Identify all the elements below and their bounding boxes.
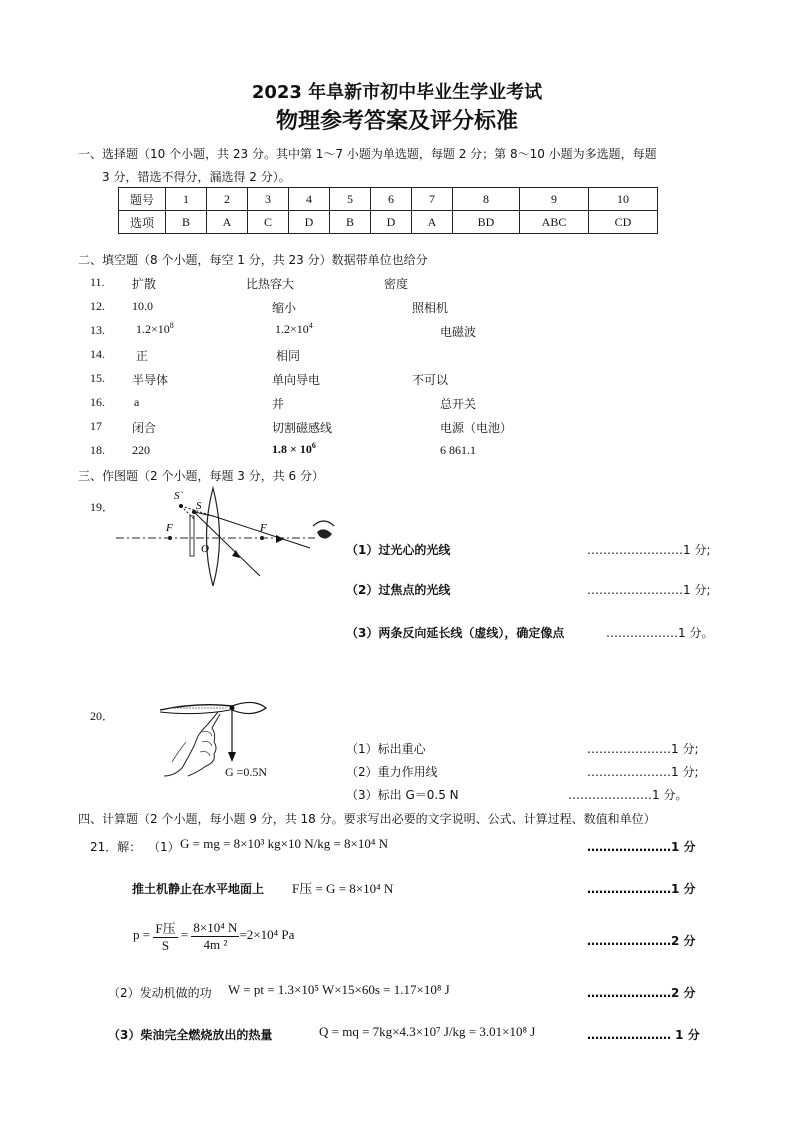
fill-answer: 总开关 (440, 397, 477, 411)
fill-answer: 密度 (384, 277, 409, 291)
q21-score: …………………2 分 (587, 934, 696, 948)
q21-score: …………………2 分 (587, 986, 696, 1000)
table-cell: 5 (330, 188, 371, 211)
table-cell: D (371, 211, 412, 234)
lens-ray-diagram (110, 486, 350, 586)
fill-num: 16. (90, 395, 105, 409)
fill-num: 13. (90, 323, 105, 337)
fill-answer: 半导体 (132, 373, 169, 387)
label-o: O (201, 543, 209, 555)
eye-icon (317, 529, 332, 538)
convex-lens (207, 488, 220, 586)
q19-score: ……………………1 分; (587, 583, 711, 597)
finger-lines (200, 732, 212, 757)
gravity-label: G =0.5N (225, 765, 268, 779)
label-f-left: F (166, 522, 173, 534)
section2-heading: 二、填空题（8 个小题，每空 1 分，共 23 分）数据带单位也给分 (78, 253, 428, 267)
fill-answer: 单向导电 (272, 373, 321, 387)
q21-part1-prefix: （1） (148, 840, 180, 854)
table-cell: A (207, 211, 248, 234)
q21-score: ………………… 1 分 (587, 1028, 700, 1042)
focal-point-right (260, 536, 264, 540)
fill-answer: 缩小 (272, 301, 297, 315)
fill-answer: $1.2\times 10^8$ (136, 321, 174, 336)
hand-outline (188, 714, 220, 776)
section1-heading: 一、选择题（10 个小题，共 23 分。其中第 1～7 小题为单选题，每题 2 分；第 8～10 小题为多选题，每题 (78, 147, 657, 161)
hand-outline (164, 712, 218, 776)
label-s-prime: S` (174, 490, 184, 502)
dragonfly-wing (160, 710, 230, 714)
q21-line2-formula: F压 = G = 8×10⁴ N (292, 881, 394, 896)
table-cell: C (248, 211, 289, 234)
table-cell: B (166, 211, 207, 234)
fill-answer: 220 (132, 443, 150, 457)
hand-outline (172, 742, 186, 762)
focal-point-left (168, 536, 172, 540)
table-label: 题号 (119, 188, 166, 211)
q21-pressure-formula: p = $\frac{\text{F压}}{S}$ = $\frac{\text{8×10⁴ N}}{\text{4m ²}}$ =2×10⁴ Pa (133, 919, 295, 953)
fill-answer: 扩散 (132, 277, 157, 291)
fill-num: 18. (90, 443, 105, 457)
fill-answer: 比热容大 (246, 277, 295, 291)
fill-num: 15. (90, 371, 105, 385)
q21-score: …………………1 分 (587, 840, 696, 854)
answer-table-answer-row (119, 211, 658, 234)
virtual-line (181, 506, 194, 519)
fill-answer: 10.0 (132, 299, 153, 313)
q21-part2-formula: W = pt = 1.3×10⁵ W×15×60s = 1.17×10⁸ J (228, 982, 450, 997)
doc-subtitle: 物理参考答案及评分标准 (275, 109, 518, 134)
fill-answer: a (134, 395, 140, 409)
q21-line2-text: 推土机静止在水平地面上 (132, 882, 265, 896)
fill-answer: 不可以 (412, 373, 449, 387)
label-f-right: F (260, 522, 267, 534)
q21-number: 21．解： (90, 840, 142, 854)
fill-answer: $1.2\times 10^4$ (275, 321, 313, 336)
fill-answer: 6 861.1 (440, 443, 476, 457)
table-cell: B (330, 211, 371, 234)
fill-answer: 并 (272, 397, 285, 411)
arrowhead (276, 535, 284, 543)
fill-num: 17 (90, 419, 102, 433)
fill-answer: 闭合 (132, 421, 157, 435)
q21-part2-prefix: （2）发动机做的功 (108, 986, 212, 1000)
q19-criterion: （1）过光心的光线 (346, 543, 451, 557)
table-label: 选项 (119, 211, 166, 234)
answer-table-number-row (119, 188, 658, 211)
fill-answer: $1.8 \times 10^6$ (272, 441, 316, 456)
q20-criterion: （3）标出 G＝0.5 N (346, 788, 459, 802)
table-cell: 7 (412, 188, 453, 211)
fill-answer: 电源（电池） (440, 421, 513, 435)
dragonfly-body (232, 702, 266, 713)
doc-title: 2023 年阜新市初中毕业生学业考试 (251, 82, 543, 103)
q20-score: …………………1 分; (587, 742, 699, 756)
q19-score: ………………1 分。 (606, 626, 714, 640)
answer-table (118, 187, 658, 234)
fill-answer: 相同 (276, 349, 301, 363)
table-cell: ABC (520, 211, 589, 234)
fill-answer: 照相机 (412, 301, 449, 315)
arrowhead (232, 550, 240, 558)
gravity-arrowhead (228, 752, 236, 762)
q20-criterion: （2）重力作用线 (346, 765, 438, 779)
q19-score: ……………………1 分; (587, 543, 711, 557)
table-cell: 3 (248, 188, 289, 211)
q21-part3-formula: Q = mq = 7kg×4.3×10⁷ J/kg = 3.01×10⁸ J (319, 1024, 536, 1039)
q21-part1-formula: G = mg = 8×10³ kg×10 N/kg = 8×10⁴ N (180, 836, 389, 851)
label-s: S (196, 500, 202, 512)
table-cell: 1 (166, 188, 207, 211)
fill-num: 12. (90, 299, 105, 313)
q20-criterion: （1）标出重心 (346, 742, 426, 756)
table-cell: 4 (289, 188, 330, 211)
fill-answer: 切割磁感线 (272, 421, 333, 435)
object-rect (190, 516, 194, 556)
q19-number: 19． (90, 500, 115, 514)
section4-heading: 四、计算题（2 个小题，每小题 9 分，共 18 分。要求写出必要的文字说明、公式、计算过程、数值和单位） (78, 812, 656, 826)
q19-criterion: （3）两条反向延长线（虚线），确定像点 (346, 626, 565, 640)
table-cell: 8 (453, 188, 520, 211)
table-cell: 2 (207, 188, 248, 211)
fill-num: 14. (90, 347, 105, 361)
section3-heading: 三、作图题（2 个小题，每题 3 分，共 6 分） (78, 469, 324, 483)
q21-score: …………………1 分 (587, 882, 696, 896)
q21-part3-prefix: （3）柴油完全燃烧放出的热量 (108, 1028, 273, 1042)
q19-criterion: （2）过焦点的光线 (346, 583, 451, 597)
table-cell: BD (453, 211, 520, 234)
dragonfly-wing (160, 705, 232, 710)
fill-answer: 正 (136, 349, 149, 363)
fill-num: 11. (90, 275, 105, 289)
section1-heading-cont: 3 分，错选不得分，漏选得 2 分）。 (102, 170, 291, 184)
table-cell: 10 (589, 188, 658, 211)
table-cell: 9 (520, 188, 589, 211)
q20-score: …………………1 分。 (568, 788, 688, 802)
eye-icon (313, 521, 334, 526)
fill-answer: 电磁波 (440, 325, 477, 339)
table-cell: CD (589, 211, 658, 234)
table-cell: D (289, 211, 330, 234)
table-cell: 6 (371, 188, 412, 211)
q20-number: 20． (90, 709, 115, 723)
table-cell: A (412, 211, 453, 234)
q20-score: …………………1 分; (587, 765, 699, 779)
